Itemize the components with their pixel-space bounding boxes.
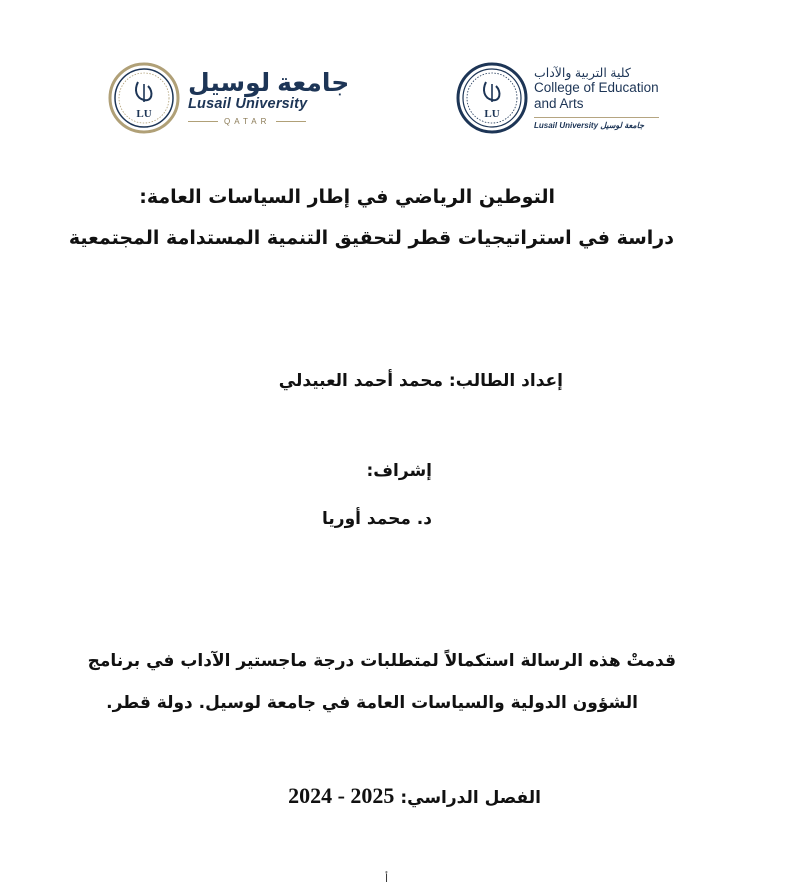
college-subline: Lusail University جامعة لوسيل — [534, 117, 659, 130]
thesis-title-line1: التوطين الرياضي في إطار السياسات العامة: — [139, 186, 555, 208]
college-name-arabic: كلية التربية والآداب — [534, 66, 631, 80]
lusail-name-arabic: جامعة لوسيل — [188, 69, 350, 97]
divider — [188, 121, 218, 122]
college-name-english-line1: College of Education — [534, 80, 659, 95]
svg-text:LU: LU — [136, 108, 152, 120]
student-name: إعداد الطالب: محمد أحمد العبيدلي — [278, 371, 563, 391]
lusail-name-english: Lusail University — [188, 96, 308, 112]
supervisor-name: د. محمد أوريا — [322, 509, 432, 529]
divider — [276, 121, 306, 122]
semester-label: الفصل الدراسي: — [400, 788, 541, 808]
svg-text:LU: LU — [484, 108, 500, 120]
country-label: QATAR — [224, 117, 271, 126]
semester — [288, 783, 541, 809]
submission-statement-line2: الشؤون الدولية والسياسات العامة في جامعة لوسيل. دولة قطر. — [106, 693, 638, 713]
lusail-university-logo — [108, 62, 349, 134]
college-name-english-line2: and Arts — [534, 96, 584, 111]
semester-year: 2024 - 2025 — [288, 783, 395, 808]
page-number: أ — [385, 872, 389, 885]
college-seal-icon — [456, 62, 528, 134]
qatar-row — [188, 117, 349, 126]
supervision-label: إشراف: — [366, 461, 432, 481]
submission-statement-line1: قدمتْ هذه الرسالة استكمالاً لمتطلبات درجة ماجستير الآداب في برنامج — [87, 651, 676, 671]
college-logo — [456, 62, 659, 134]
thesis-title-line2: دراسة في استراتيجيات قطر لتحقيق التنمية المستدامة المجتمعية — [68, 227, 674, 249]
lusail-seal-icon — [108, 62, 180, 134]
